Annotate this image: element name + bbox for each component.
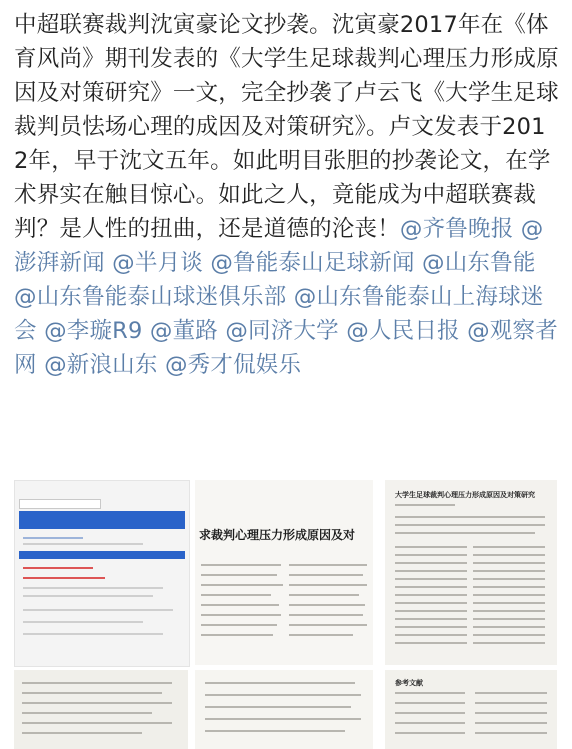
mention-link[interactable]: @鲁能泰山足球新闻 bbox=[210, 250, 415, 276]
highlight-line bbox=[23, 577, 105, 579]
image-thumbnail-paper-page[interactable] bbox=[385, 480, 557, 665]
text-line bbox=[473, 626, 545, 628]
mention-link[interactable]: @山东鲁能泰山球迷俱乐部 bbox=[14, 284, 287, 310]
text-line bbox=[289, 614, 363, 616]
text-line bbox=[395, 554, 467, 556]
text-line bbox=[395, 732, 465, 734]
text-line bbox=[395, 578, 467, 580]
blue-nav-bar bbox=[19, 511, 185, 529]
text-line bbox=[395, 712, 465, 714]
text-line bbox=[475, 722, 547, 724]
mention-link[interactable]: @山东鲁能 bbox=[422, 250, 536, 276]
text-line bbox=[23, 543, 143, 545]
text-line bbox=[473, 586, 545, 588]
text-line bbox=[23, 633, 163, 635]
text-line bbox=[473, 570, 545, 572]
text-line bbox=[22, 682, 172, 684]
text-line bbox=[395, 692, 465, 694]
mention-link[interactable]: @秀才侃娱乐 bbox=[164, 352, 302, 378]
text-line bbox=[395, 618, 467, 620]
text-line bbox=[201, 634, 273, 636]
text-line bbox=[205, 718, 361, 720]
text-line bbox=[23, 609, 173, 611]
paper-title-text: 大学生足球裁判心理压力形成原因及对策研究 bbox=[395, 490, 535, 499]
text-line bbox=[473, 642, 545, 644]
text-line bbox=[289, 574, 363, 576]
mention-link[interactable]: @同济大学 bbox=[225, 318, 339, 344]
text-line bbox=[395, 610, 467, 612]
text-line bbox=[205, 694, 361, 696]
text-line bbox=[205, 730, 345, 732]
text-line bbox=[395, 642, 467, 644]
highlight-line bbox=[23, 567, 93, 569]
text-line bbox=[22, 722, 172, 724]
text-line bbox=[473, 618, 545, 620]
blue-result-bar bbox=[19, 551, 185, 559]
text-line bbox=[395, 626, 467, 628]
paper-heading-text: 求裁判心理压力形成原因及对 bbox=[199, 528, 356, 542]
text-line bbox=[475, 702, 547, 704]
text-line bbox=[205, 706, 351, 708]
text-line bbox=[289, 624, 367, 626]
text-line bbox=[473, 594, 545, 596]
mention-link[interactable]: @人民日报 bbox=[346, 318, 460, 344]
text-line bbox=[289, 604, 365, 606]
text-line bbox=[395, 634, 467, 636]
text-line bbox=[201, 584, 283, 586]
text-line bbox=[289, 584, 367, 586]
text-line bbox=[201, 564, 281, 566]
text-line bbox=[22, 702, 172, 704]
text-line bbox=[22, 712, 152, 714]
text-line bbox=[289, 594, 359, 596]
mention-link[interactable]: @观察者网 bbox=[14, 318, 558, 378]
text-line bbox=[395, 702, 465, 704]
text-line bbox=[473, 610, 545, 612]
text-line bbox=[23, 587, 163, 589]
text-line bbox=[201, 614, 281, 616]
text-line bbox=[473, 634, 545, 636]
text-line bbox=[473, 602, 545, 604]
text-line bbox=[395, 562, 467, 564]
text-line bbox=[23, 595, 153, 597]
text-line bbox=[475, 712, 547, 714]
text-line bbox=[475, 692, 547, 694]
text-line bbox=[473, 554, 545, 556]
text-line bbox=[395, 504, 455, 506]
text-line bbox=[395, 570, 467, 572]
text-line bbox=[289, 634, 353, 636]
image-thumbnail-paper-heading[interactable] bbox=[195, 480, 373, 665]
text-line bbox=[395, 546, 467, 548]
text-line bbox=[395, 586, 467, 588]
text-line bbox=[395, 722, 465, 724]
text-line bbox=[22, 692, 162, 694]
text-line bbox=[395, 516, 545, 518]
mention-link[interactable]: @澎湃新闻 bbox=[14, 216, 544, 276]
weibo-post-text bbox=[14, 8, 560, 382]
text-line bbox=[201, 624, 277, 626]
text-line bbox=[22, 732, 142, 734]
text-line bbox=[201, 604, 279, 606]
image-grid bbox=[0, 470, 572, 749]
mention-link[interactable]: @董路 bbox=[149, 318, 218, 344]
text-line bbox=[201, 574, 277, 576]
image-thumbnail-paper-excerpt[interactable] bbox=[195, 670, 373, 749]
mention-link[interactable]: @山东鲁能泰山上海球迷会 bbox=[14, 284, 544, 344]
mention-link[interactable]: @李璇R9 bbox=[44, 318, 143, 344]
text-line bbox=[395, 594, 467, 596]
text-line bbox=[23, 537, 83, 539]
image-thumbnail-references[interactable] bbox=[385, 670, 557, 749]
text-line bbox=[23, 621, 143, 623]
image-thumbnail-paper-scan[interactable] bbox=[14, 670, 188, 749]
mention-link[interactable]: @半月谈 bbox=[112, 250, 203, 276]
text-line bbox=[473, 562, 545, 564]
mention-link[interactable]: @齐鲁晚报 bbox=[399, 216, 514, 242]
search-box-graphic bbox=[19, 499, 101, 509]
text-line bbox=[395, 602, 467, 604]
text-line bbox=[205, 682, 355, 684]
text-line bbox=[289, 564, 367, 566]
text-line bbox=[473, 578, 545, 580]
mention-link[interactable]: @新浪山东 bbox=[44, 352, 158, 378]
text-line bbox=[475, 732, 547, 734]
post-body: 中超联赛裁判沈寅豪论文抄袭。沈寅豪2017年在《体育风尚》期刊发表的《大学生足球裁判心理压力形成原因及对策研究》一文，完全抄袭了卢云飞《大学生足球裁判员怯场心理的成因及对策研究》。卢文发表于2012年，早于沈文五年。如此明目张胆的抄袭论文，在学术界实在触目惊心。如此之人，竟能成为中超联赛裁判？是人性的扭曲，还是道德的沦丧！ bbox=[14, 12, 559, 242]
text-line bbox=[395, 524, 545, 526]
text-line bbox=[395, 532, 535, 534]
text-line bbox=[473, 546, 545, 548]
references-title: 参考文献 bbox=[395, 678, 423, 687]
text-line bbox=[201, 594, 271, 596]
image-thumbnail-search-screenshot[interactable] bbox=[14, 480, 190, 667]
